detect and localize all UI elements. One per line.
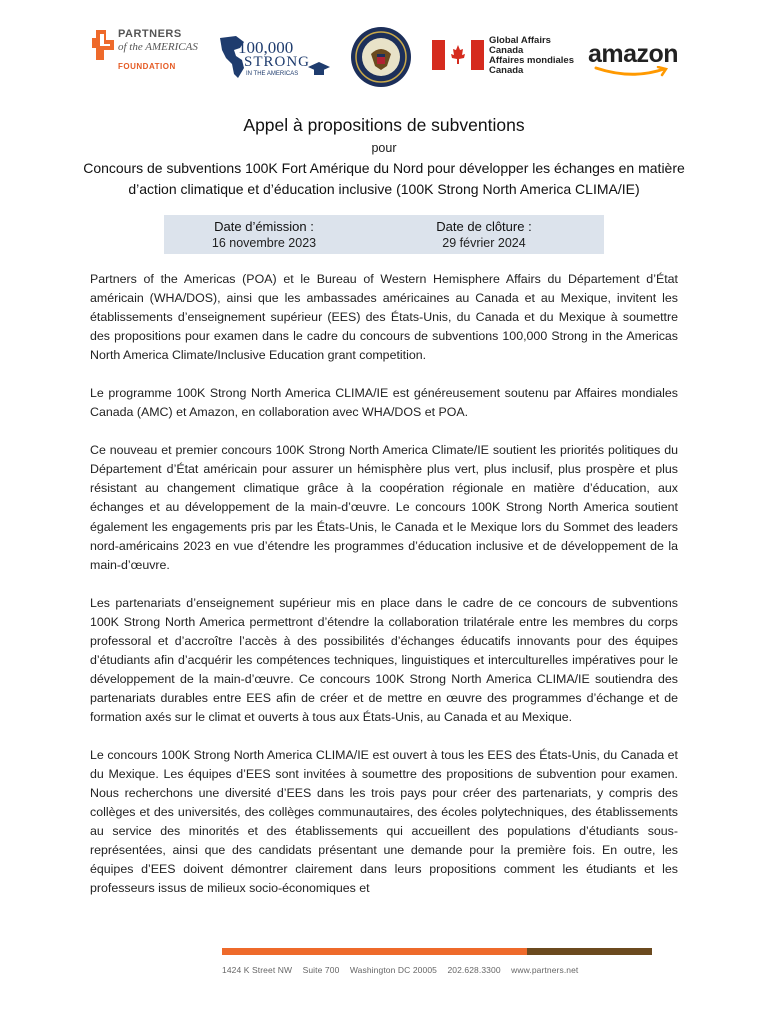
canada-line4: Canada xyxy=(489,65,524,76)
paragraph: Les partenariats d’enseignement supérieur mis en place dans le cadre de ce concours de subventions 100K Strong North America permettront d’étendre la collaboration trilatérale entre les membres du corps professoral et d’accroître l’accès à des possibilités d’échanges éducatifs innovants pour des équipes d’étudiants afin d’acquérir les compétences techniques, linguistiques et interculturelles impératives pour le développement de la main-d’œuvre. Ce concours 100K Strong North America CLIMA/IE soutiendra des partenariats durables entre EES afin de créer et de mettre en œuvre des programmes d’échange et de formation axés sur le climat et ouverts à tous aux États-Unis, au Canada et au Mexique. xyxy=(90,595,678,724)
canada-line2: Canada xyxy=(489,45,524,56)
graduation-cap-icon xyxy=(308,62,330,78)
dates-box xyxy=(164,215,604,254)
100k-strong-logo xyxy=(216,34,334,84)
footer-address xyxy=(222,965,662,975)
poa-line2: of the AMERICAS xyxy=(118,41,198,53)
footer-city: Washington DC 20005 xyxy=(349,965,437,975)
poa-line1: PARTNERS xyxy=(118,28,182,40)
paragraph: Partners of the Americas (POA) et le Bureau of Western Hemisphere Affairs du Département d’État américain (WHA/DOS), ainsi que les ambassades américaines au Canada et au Mexique, invitent les établissements d’enseignement supérieur (EES) des États-Unis, du Canada et du Mexique à soumettre des propositions pour examen dans le cadre du concours de subventions 100,000 Strong in the Americas North America Climate/Inclusive Education grant competition. xyxy=(90,272,678,363)
body-text xyxy=(90,270,678,917)
state-department-seal-icon xyxy=(350,26,412,88)
strong-line3: IN THE AMERICAS xyxy=(246,71,299,77)
footer-suite: Suite 700 xyxy=(302,965,340,975)
global-affairs-canada-logo xyxy=(432,36,582,84)
paragraph: Ce nouveau et premier concours 100K Strong North America Climate/IE soutient les priorités politiques du Département d’État américain pour assurer un hémisphère plus vert, plus inclusif, plus prospère et plus résistant au changement climatique grâce à la coopération régionale en matière d’éducation, aux échanges et au développement de la main-d’œuvre. Le concours 100K Strong North America soutient également les engagements pris par les États-Unis, le Canada et le Mexique lors du Sommet des leaders nord-américains 2023 en vue d’étendre les programmes d’éducation inclusive et de développement de la main-d’œuvre. xyxy=(90,443,678,572)
footer-web[interactable]: www.partners.net xyxy=(511,965,579,975)
footer-phone: 202.628.3300 xyxy=(447,965,501,975)
canada-flag-icon xyxy=(432,40,484,70)
poa-mark-icon xyxy=(92,30,114,60)
close-date-label: Date de clôture : xyxy=(436,219,532,234)
issue-date xyxy=(164,218,364,252)
footer-street: 1424 K Street NW xyxy=(222,965,293,975)
poa-line3: FOUNDATION xyxy=(118,62,176,71)
issue-date-label: Date d’émission : xyxy=(214,219,314,234)
close-date xyxy=(384,218,584,252)
paragraph: Le concours 100K Strong North America CLIMA/IE est ouvert à tous les EES des États-Unis, du Canada et du Mexique. Les équipes d’EES sont invitées à soumettre des propositions de subvention pour examen. Nous recherchons une diversité d’EES dans les trois pays pour créer des partenariats, y compris des collèges et des universités, des collèges communautaires, des écoles polytechniques, des établissements au service des minorités et des établissements qui accueillent des populations d’étudiants sous-représentées, ainsi que des candidats présentant une demande pour la première fois. En outre, les équipes d’EES doivent démontrer clairement dans leurs propositions comment les étudiants et les professeurs issus de milieux socio-économiques et xyxy=(90,747,678,896)
page-subtitle: Concours de subventions 100K Fort Amérique du Nord pour développer les échanges en matière d’action climatique et d’éducation inclusive (100K Strong North America CLIMA/IE) xyxy=(83,160,685,197)
amazon-wordmark: amazon xyxy=(588,40,679,68)
pour-label: pour xyxy=(371,141,397,155)
footer-bar-brown xyxy=(527,948,652,955)
canada-line1: Global Affairs xyxy=(489,35,551,46)
amazon-logo xyxy=(588,40,684,80)
close-date-value: 29 février 2024 xyxy=(442,236,526,250)
strong-line1: 100,000 xyxy=(238,38,294,57)
footer-bars xyxy=(222,948,652,956)
canada-line3: Affaires mondiales xyxy=(489,55,574,66)
amazon-smile-icon xyxy=(594,66,672,78)
issue-date-value: 16 novembre 2023 xyxy=(211,236,317,250)
logo-strip xyxy=(0,22,768,92)
paragraph: Le programme 100K Strong North America CLIMA/IE est généreusement soutenu par Affaires mondiales Canada (AMC) et Amazon, en collaboration avec WHA/DOS et POA. xyxy=(90,386,678,420)
page-title: Appel à propositions de subventions xyxy=(243,115,525,135)
strong-line2: STRONG xyxy=(244,54,311,70)
poa-logo xyxy=(92,28,212,80)
footer-bar-orange xyxy=(222,948,527,955)
